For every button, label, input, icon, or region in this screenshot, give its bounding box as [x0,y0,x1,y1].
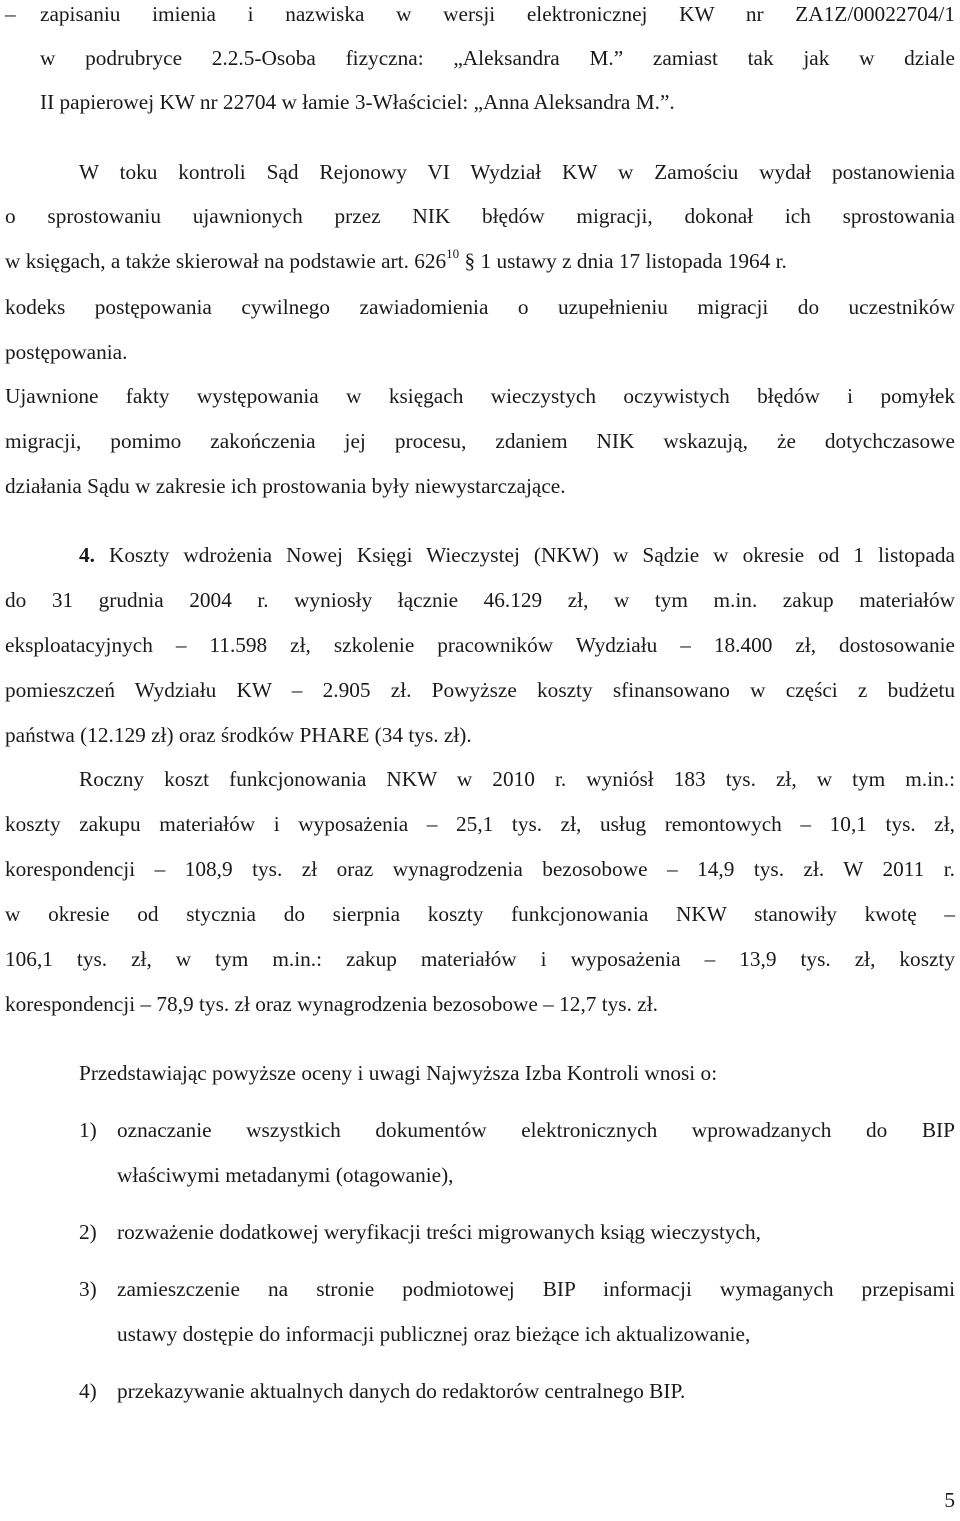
para1-line-3b: § 1 ustawy z dnia 17 listopada 1964 r. [459,249,787,273]
section4-line-4: pomieszczeń Wydziału KW – 2.905 zł. Powyższe koszty sfinansowano w części z budżetu [5,678,955,702]
section4-line-1 [79,542,955,568]
para3-line-2: koszty zakupu materiałów i wyposażenia – 25,1 tys. zł, usług remontowych – 10,1 tys. zł, [5,812,955,836]
para1-line-4: kodeks postępowania cywilnego zawiadomienia o uzupełnieniu migracji do uczestników [5,295,955,319]
item-4-number: 4) [79,1379,97,1403]
para2-line-3: działania Sądu w zakresie ich prostowania były niewystarczające. [5,474,566,498]
para1-line-5: postępowania. [5,340,128,364]
item-2-line-1: rozważenie dodatkowej weryfikacji treści migrowanych ksiąg wieczystych, [117,1220,761,1244]
page-number: 5 [944,1488,955,1512]
para1-line-3a: w księgach, a także skierował na podstawie art. 626 [5,249,447,273]
item-3-line-2: ustawy dostępie do informacji publicznej oraz bieżące ich aktualizowanie, [117,1322,751,1346]
section-number: 4. [79,543,95,567]
section4-line-5: państwa (12.129 zł) oraz środków PHARE (34 tys. zł). [5,723,472,747]
dash-bullet: – [5,2,16,26]
item-3-line-1: zamieszczenie na stronie podmiotowej BIP informacji wymaganych przepisami [117,1277,955,1301]
item-2-number: 2) [79,1220,97,1244]
para3-line-1: Roczny koszt funkcjonowania NKW w 2010 r. wyniósł 183 tys. zł, w tym m.in.: [79,767,955,791]
bullet-line-1: zapisaniu imienia i nazwiska w wersji elektronicznej KW nr ZA1Z/00022704/1 [40,2,955,26]
section4-line-3: eksploatacyjnych – 11.598 zł, szkolenie pracowników Wydziału – 18.400 zł, dostosowanie [5,633,955,657]
para3-line-5: 106,1 tys. zł, w tym m.in.: zakup materiałów i wyposażenia – 13,9 tys. zł, koszty [5,947,955,971]
conclusions-intro: Przedstawiając powyższe oceny i uwagi Najwyższa Izba Kontroli wnosi o: [79,1061,718,1085]
bullet-line-2: w podrubryce 2.2.5-Osoba fizyczna: „Aleksandra M.” zamiast tak jak w dziale [40,46,955,70]
section4-line-2: do 31 grudnia 2004 r. wyniosły łącznie 46.129 zł, w tym m.in. zakup materiałów [5,588,955,612]
para1-line-3 [5,245,787,274]
item-4-line-1: przekazywanie aktualnych danych do redaktorów centralnego BIP. [117,1379,686,1403]
item-1-line-1: oznaczanie wszystkich dokumentów elektronicznych wprowadzanych do BIP [117,1118,955,1142]
item-1-line-2: właściwymi metadanymi (otagowanie), [117,1163,454,1187]
para1-line-2: o sprostowaniu ujawnionych przez NIK błędów migracji, dokonał ich sprostowania [5,204,955,228]
article-superscript: 10 [446,245,460,261]
para2-line-2: migracji, pomimo zakończenia jej procesu, zdaniem NIK wskazują, że dotychczasowe [5,429,955,453]
bullet-line-3: II papierowej KW nr 22704 w łamie 3-Właściciel: „Anna Aleksandra M.”. [40,90,675,114]
para2-line-1: Ujawnione fakty występowania w księgach wieczystych oczywistych błędów i pomyłek [5,384,955,408]
item-1-number: 1) [79,1118,97,1142]
para3-line-6: korespondencji – 78,9 tys. zł oraz wynagrodzenia bezosobowe – 12,7 tys. zł. [5,992,658,1016]
para3-line-4: w okresie od stycznia do sierpnia koszty funkcjonowania NKW stanowiły kwotę – [5,902,955,926]
para3-line-3: korespondencji – 108,9 tys. zł oraz wynagrodzenia bezosobowe – 14,9 tys. zł. W 2011 r. [5,857,955,881]
section4-line-1-text: Koszty wdrożenia Nowej Księgi Wieczystej (NKW) w Sądzie w okresie od 1 listopada [94,543,955,567]
para1-line-1: W toku kontroli Sąd Rejonowy VI Wydział KW w Zamościu wydał postanowienia [79,160,955,184]
item-3-number: 3) [79,1277,97,1301]
